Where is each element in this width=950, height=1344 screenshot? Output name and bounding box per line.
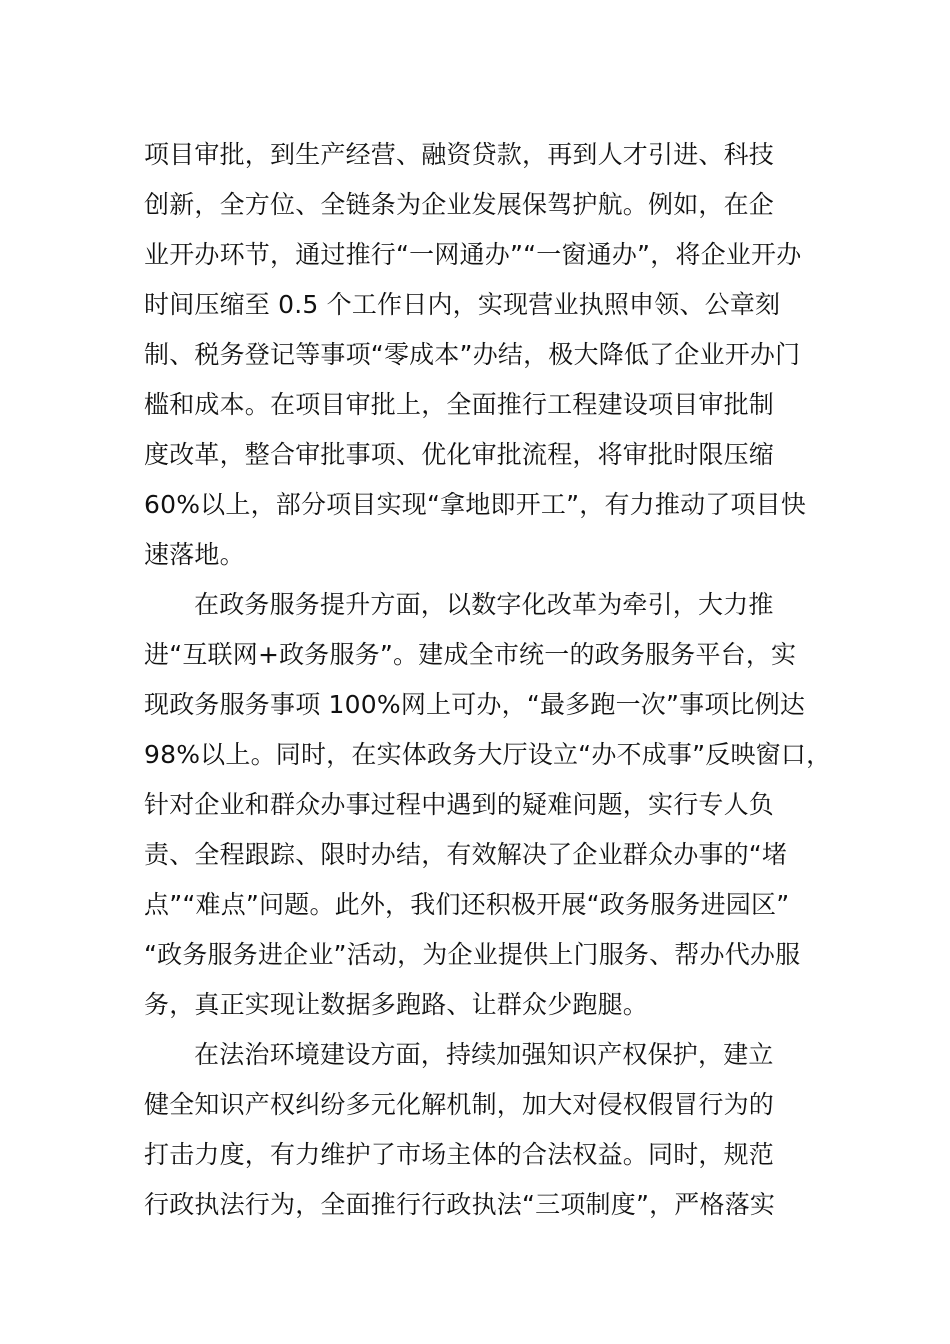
- text-line: “政务服务进企业”活动，为企业提供上门服务、帮办代办服: [144, 940, 801, 969]
- text-line: 制、税务登记等事项“零成本”办结，极大降低了企业开办门: [144, 340, 801, 369]
- text-line: 务，真正实现让数据多跑路、让群众少跑腿。: [144, 990, 649, 1019]
- text-line: 责、全程跟踪、限时办结，有效解决了企业群众办事的“堵: [144, 840, 788, 869]
- paragraph-first-line: 在政务服务提升方面，以数字化改革为牵引，大力推: [194, 590, 774, 619]
- text-line: 现政务服务事项 100%网上可办，“最多跑一次”事项比例达: [144, 690, 806, 719]
- text-line: 创新，全方位、全链条为企业发展保驾护航。例如，在企: [144, 190, 775, 219]
- text-line: 98%以上。同时，在实体政务大厅设立“办不成事”反映窗口，: [144, 740, 832, 769]
- text-line: 项目审批，到生产经营、融资贷款，再到人才引进、科技: [144, 140, 775, 169]
- text-line: 健全知识产权纠纷多元化解机制，加大对侵权假冒行为的: [144, 1090, 775, 1119]
- text-line: 速落地。: [144, 540, 245, 569]
- text-line: 进“互联网+政务服务”。建成全市统一的政务服务平台，实: [144, 640, 797, 669]
- text-line: 60%以上，部分项目实现“拿地即开工”，有力推动了项目快: [144, 490, 807, 519]
- text-line: 针对企业和群众办事过程中遇到的疑难问题，实行专人负: [144, 790, 775, 819]
- text-line: 度改革，整合审批事项、优化审批流程，将审批时限压缩: [144, 440, 775, 469]
- text-line: 时间压缩至 0.5 个工作日内，实现营业执照申领、公章刻: [144, 290, 781, 319]
- text-line: 点”“难点”问题。此外，我们还积极开展“政务服务进园区”: [144, 890, 790, 919]
- text-line: 业开办环节，通过推行“一网通办”“一窗通办”，将企业开办: [144, 240, 802, 269]
- text-line: 行政执法行为，全面推行行政执法“三项制度”，严格落实: [144, 1190, 776, 1219]
- text-line: 槛和成本。在项目审批上，全面推行工程建设项目审批制: [144, 390, 775, 419]
- text-line: 打击力度，有力维护了市场主体的合法权益。同时，规范: [144, 1140, 775, 1169]
- paragraph-first-line: 在法治环境建设方面，持续加强知识产权保护，建立: [194, 1040, 774, 1069]
